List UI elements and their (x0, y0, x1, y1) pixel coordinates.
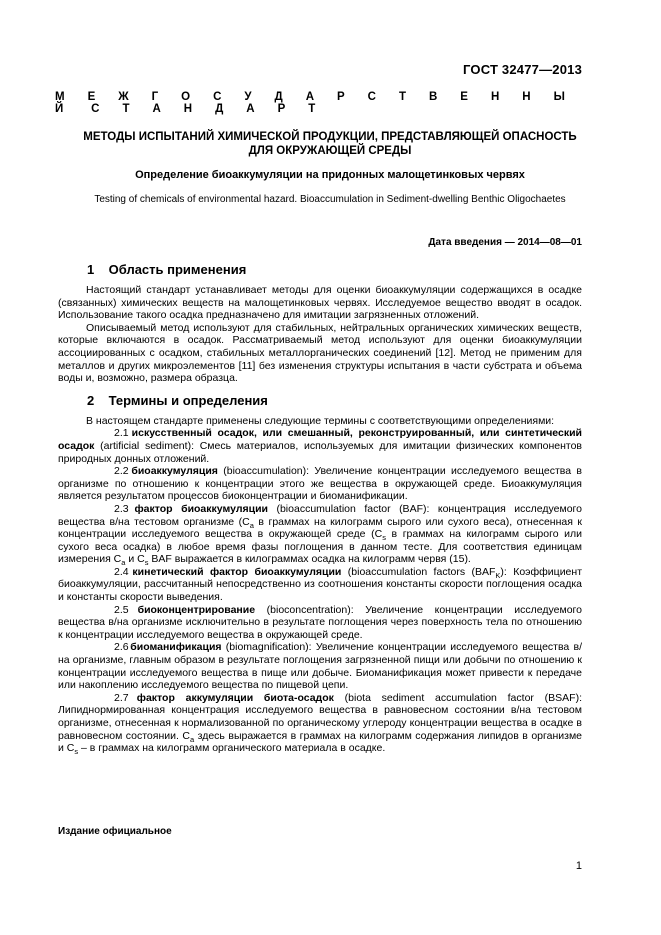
title-line-1: МЕТОДЫ ИСПЫТАНИЙ ХИМИЧЕСКОЙ ПРОДУКЦИИ, ПРЕДСТАВЛЯЮЩЕЙ ОПАСНОСТЬ (83, 131, 577, 143)
official-edition-label: Издание официальное (58, 826, 172, 837)
document-body (58, 262, 582, 755)
term-number: 2.3 (114, 502, 129, 515)
paragraph: Настоящий стандарт устанавливает методы для оценки биоаккумуляции содержащихся в осадке (связанных) химических веществ на малощетинковых червях. Исследуемое вещество вводят в осадок. Использование такого осадка предназначено для имитации загрязненных отложений. (58, 284, 582, 322)
term-text: (artificial sediment): Смесь материалов, используемых для имитации физических компонентов природных донных отложений. (58, 439, 583, 465)
term-name: фактор аккумуляции биота-осадок (136, 691, 334, 704)
term-definition (58, 604, 582, 642)
term-name: биоаккумуляция (131, 465, 218, 478)
paragraph: В настоящем стандарте применены следующие термины с соответствующими определениями: (86, 414, 555, 427)
page-number: 1 (575, 860, 582, 872)
term-name: фактор биоаккумуляции (134, 502, 268, 515)
document-subtitle: Определение биоаккумуляции на придонных малощетинковых червях (135, 169, 525, 181)
term-number: 2.5 (114, 603, 129, 616)
section-number: 1 (87, 262, 95, 277)
term-definition (58, 427, 582, 465)
title-line-2: ДЛЯ ОКРУЖАЮЩЕЙ СРЕДЫ (248, 145, 412, 157)
term-definition (58, 503, 582, 566)
section-1-heading (87, 262, 582, 278)
term-definition (58, 641, 582, 691)
term-number: 2.6 (114, 641, 129, 654)
term-name: искусственный осадок, или смешанный, реконструированный, или синтетический осадок (58, 427, 582, 452)
term-definition (58, 692, 582, 755)
document-title (70, 130, 590, 158)
term-text: (bioaccumulation factors $(BAF_K)$: Коэффициент биоаккумуляции, рассчитанный непосредственно из соотношения константы скорости поглощения осадка и константы скорости выведения. (58, 565, 583, 604)
term-number: 2.4 (114, 565, 129, 578)
standard-word: С Т А Н Д А Р Т (91, 103, 326, 115)
term-text: (bioaccumulation factor (BAF): концентрация исследуемого вещества в/на тестовом организме ($C_a$ в граммах на килограмм сырого или сухого веса), отнесенная к концентрации исследуемого вещества в окружающей среде ($C_s$ в граммах на килограмм сырого или сухого веса осадка) в любое время фазы поглощения в данном тесте. Для соответствия единицам измерения $C_a$ и $C_s$ BAF выражается в килограммах осадка на килограмм червя (15). (58, 502, 583, 568)
term-definition (58, 465, 582, 503)
term-definition (58, 566, 582, 604)
term-text: (bioconcentration): Увеличение концентрации исследуемого вещества в/на организме исключительно в результате поглощения через поверхность тела по отношению к концентрации исследуемого вещества в окружающей среде. (58, 603, 582, 641)
gost-number: ГОСТ 32477—2013 (463, 62, 582, 77)
interstate-standard-banner (55, 91, 575, 115)
term-text: (bioaccumulation): Увеличение концентрации исследуемого вещества в организме по отношению к концентрации этого же вещества в окружающей среде. Биоаккумуляция является результатом процессов биоконцентрации и биоманификации. (58, 465, 582, 503)
section-2-heading (87, 393, 582, 409)
term-number: 2.7 (114, 691, 129, 704)
section-title: Термины и определения (108, 392, 268, 408)
term-name: биоманификация (130, 641, 222, 654)
introduction-date: Дата введения — 2014—08—01 (428, 237, 582, 248)
paragraph: Описываемый метод используют для стабильных, нейтральных органических химических веществ, которые включаются в осадок. Рассматриваемый метод используют для оценки биоаккумуляции ассоциированных с осадком, стабильных металлорганических соединений [12]. Метод не применим для металлов и других микроэлементов [11] без изменения структуры испытания в части субстрата и объема воды и, возможно, размера образца. (58, 321, 582, 385)
term-text: (biota sediment accumulation factor (BSAF): Липиднормированная концентрация исследуемого вещества в равновесном состоянии в/на тестовом организме, отнесенная к нормализованной по органическому углероду концентрации вещества в осадке в равновесном состоянии. $C_a$ здесь выражается в граммах на килограмм содержания липидов в организме и $C_s$ – в граммах на килограмм органического материала в осадке. (58, 691, 582, 757)
section-title: Область применения (108, 262, 247, 277)
section-number: 2 (87, 392, 95, 408)
term-number: 2.1 (114, 427, 129, 440)
term-name: биоконцентрирование (137, 603, 256, 616)
term-number: 2.2 (114, 465, 129, 478)
english-title: Testing of chemicals of environmental hazard. Bioaccumulation in Sediment-dwelling Benthic Oligochaetes (94, 194, 566, 205)
term-text: (biomagnification): Увеличение концентрации исследуемого вещества в/на организме, главным образом в результате поглощения загрязненной пищи или добычи по отношению к концентрации исследуемого вещества в пище или добыче. Биоманификация может привести к передаче или накоплению исследуемого вещества по пищевой цепи. (58, 641, 583, 692)
term-name: кинетический фактор биоаккумуляции (132, 565, 342, 578)
interstate-word: М Е Ж Г О С У Д А Р С Т В Е Н Н Ы Й (55, 91, 575, 115)
